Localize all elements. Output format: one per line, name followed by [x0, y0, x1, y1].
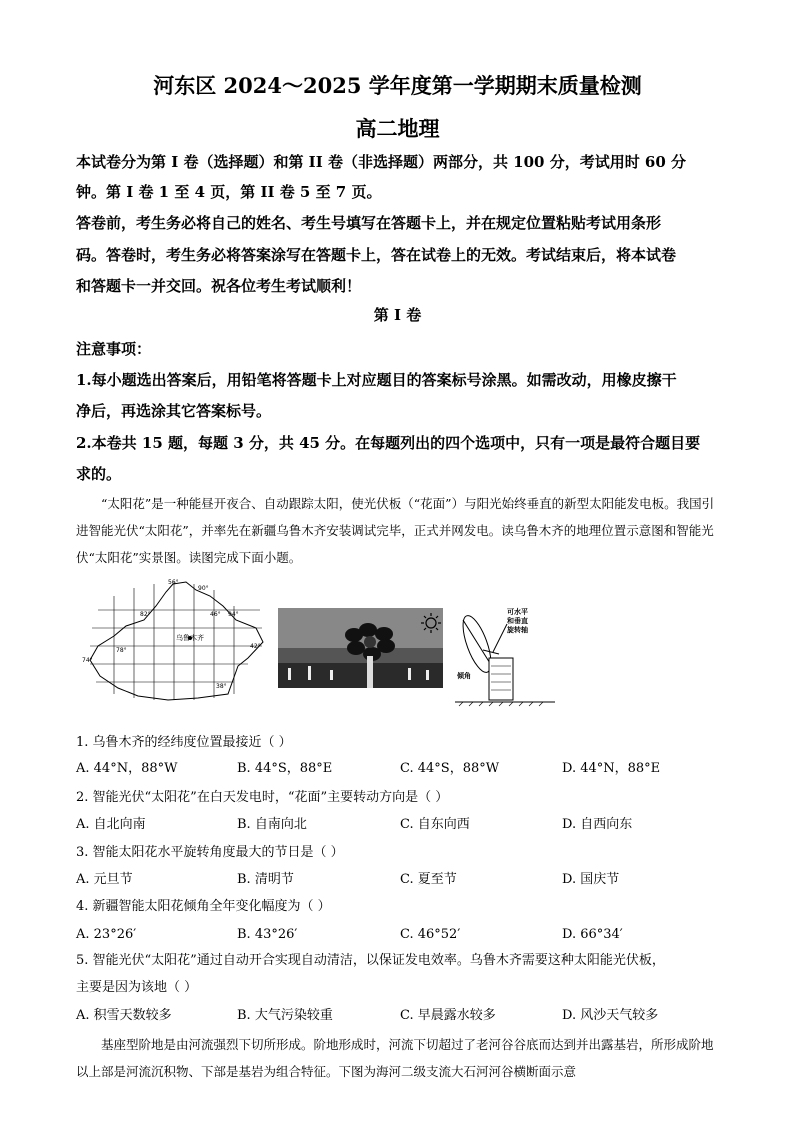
q2-option-b[interactable]: B. 自南向北: [237, 817, 307, 832]
question-2-stem: 2. 智能光伏“太阳花”在白天发电时，“花面”主要转动方向是（ ）: [76, 790, 449, 805]
note-1-line-1: 1.每小题选出答案后，用铅笔将答题卡上对应题目的答案标号涂黑。如需改动，用橡皮擦干: [76, 371, 677, 389]
q2-option-c[interactable]: C. 自东向西: [400, 817, 470, 832]
q5-option-a[interactable]: A. 积雪天数较多: [76, 1008, 172, 1023]
q3-option-d[interactable]: D. 国庆节: [562, 872, 620, 887]
q3-option-c[interactable]: C. 夏至节: [400, 872, 457, 887]
question-5-options: [76, 1003, 721, 1029]
question-4-options: [76, 922, 721, 948]
q4-option-a[interactable]: A. 23°26′: [76, 927, 137, 942]
question-2-options: [76, 812, 721, 838]
q4-option-b[interactable]: B. 43°26′: [237, 927, 298, 942]
pole-label: 倾角: [457, 672, 471, 680]
axis-label-1: 可水平: [507, 608, 528, 616]
note-2-line-2: 求的。: [76, 465, 122, 483]
map-city-label: 乌鲁木齐: [176, 634, 204, 642]
q1-option-d[interactable]: D. 44°N，88°E: [562, 761, 661, 776]
q3-option-a[interactable]: A. 元旦节: [76, 872, 133, 887]
lat-label-46: 46°: [210, 611, 221, 618]
passage-2: 基座型阶地是由河流强烈下切所形成。阶地形成时，河流下切超过了老河谷谷底而达到并出露基岩，所形成阶地以上部是河流沉积物、下部是基岩为组合特征。下图为海河二级支流大石河河谷横断面示意: [76, 1037, 714, 1079]
lat-label-42: 42°: [250, 643, 261, 650]
lat-label-56: 56°: [168, 579, 179, 586]
q1-option-b[interactable]: B. 44°S，88°E: [237, 761, 333, 776]
q1-option-a[interactable]: A. 44°N，88°W: [76, 761, 178, 776]
intro-line-4: 码。答卷时，考生务必将答案涂写在答题卡上，答在试卷上的无效。考试结束后，将本试卷: [76, 246, 677, 264]
q3-option-b[interactable]: B. 清明节: [237, 872, 294, 887]
lat-label-38: 38°: [216, 683, 227, 690]
lon-label-78: 78°: [116, 647, 127, 654]
question-1-stem: 1. 乌鲁木齐的经纬度位置最接近（ ）: [76, 735, 292, 750]
subject-title: 高二地理: [355, 116, 440, 141]
q4-option-d[interactable]: D. 66°34′: [562, 927, 623, 942]
note-1-line-2: 净后，再选涂其它答案标号。: [76, 402, 272, 420]
lon-label-90: 90°: [198, 585, 209, 592]
lon-label-82: 82°: [140, 611, 151, 618]
notes-title: 注意事项：: [76, 340, 152, 358]
q2-option-d[interactable]: D. 自西向东: [562, 817, 633, 832]
q2-option-a[interactable]: A. 自北向南: [76, 817, 146, 832]
note-2-line-1: 2.本卷共 15 题，每题 3 分，共 45 分。在每题列出的四个选项中，只有一项是最符合题目要: [76, 434, 701, 452]
intro-line-5: 和答题卡一并交回。祝各位考生考试顺利！: [76, 277, 362, 295]
lon-label-94: 94°: [228, 611, 239, 618]
panel-schematic: [455, 606, 555, 708]
q4-option-c[interactable]: C. 46°52′: [400, 927, 461, 942]
question-3-options: [76, 867, 721, 893]
axis-label-2: 和垂直: [507, 617, 528, 625]
sunflower-photo: [278, 608, 443, 688]
q1-option-c[interactable]: C. 44°S，88°W: [400, 761, 500, 776]
section-title: 第 I 卷: [373, 306, 422, 324]
sun-icon: [420, 612, 442, 634]
intro-line-2: 钟。第 I 卷 1 至 4 页，第 II 卷 5 至 7 页。: [76, 183, 382, 201]
q5-option-b[interactable]: B. 大气污染较重: [237, 1008, 333, 1023]
lon-label-74: 74°: [82, 657, 93, 664]
exam-title: 河东区 2024～2025 学年度第一学期期末质量检测: [153, 73, 642, 98]
question-1-options: [76, 756, 721, 782]
question-3-stem: 3. 智能太阳花水平旋转角度最大的节日是（ ）: [76, 845, 344, 860]
xinjiang-map: [78, 576, 268, 706]
passage-1: “太阳花”是一种能昼开夜合、自动跟踪太阳，使光伏板（“花面”）与阳光始终垂直的新型太阳能发电板。我国引进智能光伏“太阳花”，并率先在新疆乌鲁木齐安装调试完毕，正式并网发电。读乌鲁木齐的地理位置示意图和智能光伏“太阳花”实景图。读图完成下面小题。: [76, 496, 715, 565]
question-5-stem-line-1: 5. 智能光伏“太阳花”通过自动开合实现自动清洁，以保证发电效率。乌鲁木齐需要这种太阳能光伏板，: [76, 953, 665, 968]
question-4-stem: 4. 新疆智能太阳花倾角全年变化幅度为（ ）: [76, 899, 331, 914]
axis-label-3: 旋转轴: [507, 626, 528, 634]
q5-option-c[interactable]: C. 早晨露水较多: [400, 1008, 496, 1023]
q5-option-d[interactable]: D. 风沙天气较多: [562, 1008, 659, 1023]
question-5-stem-line-2: 主要是因为该地（ ）: [76, 980, 198, 995]
intro-line-1: 本试卷分为第 I 卷（选择题）和第 II 卷（非选择题）两部分，共 100 分，考试用时 60 分: [76, 153, 687, 171]
intro-line-3: 答卷前，考生务必将自己的姓名、考生号填写在答题卡上，并在规定位置粘贴考试用条形: [76, 214, 662, 232]
